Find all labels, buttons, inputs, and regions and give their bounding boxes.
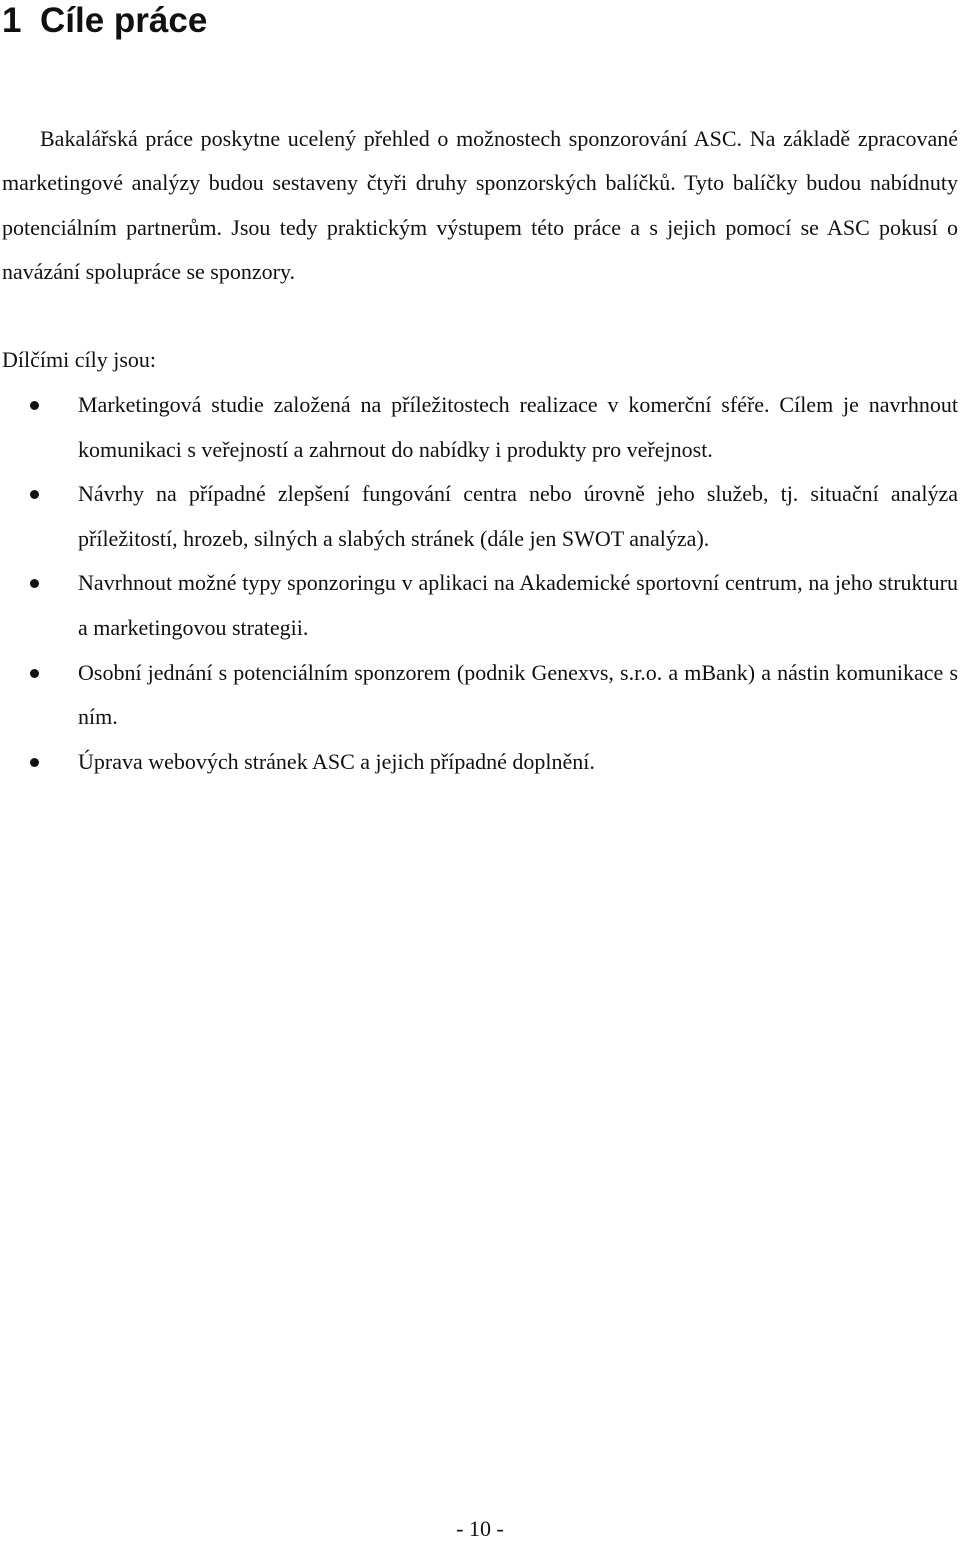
goals-list	[0, 383, 960, 784]
list-item	[0, 561, 960, 650]
list-item	[0, 383, 960, 472]
list-item-text: Návrhy na případné zlepšení fungování centra nebo úrovně jeho služeb, tj. situační analýza příležitostí, hrozeb, silných a slabých stránek (dále jen SWOT analýza).	[78, 481, 958, 551]
chapter-heading	[2, 0, 207, 42]
bullet-icon	[30, 579, 39, 588]
goals-subheading: Dílčími cíly jsou:	[2, 347, 156, 372]
list-item-text: Marketingová studie založená na příležitostech realizace v komerční sféře. Cílem je navrhnout komunikaci s veřejností a zahrnout do nabídky i produkty pro veřejnost.	[78, 392, 958, 462]
list-item	[0, 651, 960, 740]
chapter-title: Cíle práce	[40, 1, 208, 40]
list-item-text: Navrhnout možné typy sponzoringu v aplikaci na Akademické sportovní centrum, na jeho strukturu a marketingovou strategii.	[78, 570, 958, 640]
intro-paragraph: Bakalářská práce poskytne ucelený přehled o možnostech sponzorování ASC. Na základě zpracované marketingové analýzy budou sestaveny čtyři druhy sponzorských balíčků. Tyto balíčky budou nabídnuty potenciálním partnerům. Jsou tedy praktickým výstupem této práce a s jejich pomocí se ASC pokusí o navázání spolupráce se sponzory.	[2, 126, 958, 285]
bullet-icon	[30, 758, 39, 767]
page-number: - 10 -	[456, 1516, 504, 1541]
list-item-text: Úprava webových stránek ASC a jejich případné doplnění.	[78, 748, 595, 774]
bullet-icon	[30, 401, 39, 410]
list-item-text: Osobní jednání s potenciálním sponzorem (podnik Genexvs, s.r.o. a mBank) a nástin komunikace s ním.	[78, 659, 958, 730]
bullet-icon	[30, 490, 39, 499]
list-item	[0, 472, 960, 561]
chapter-number: 1	[2, 1, 22, 40]
bullet-icon	[30, 669, 39, 678]
list-item	[0, 740, 960, 785]
